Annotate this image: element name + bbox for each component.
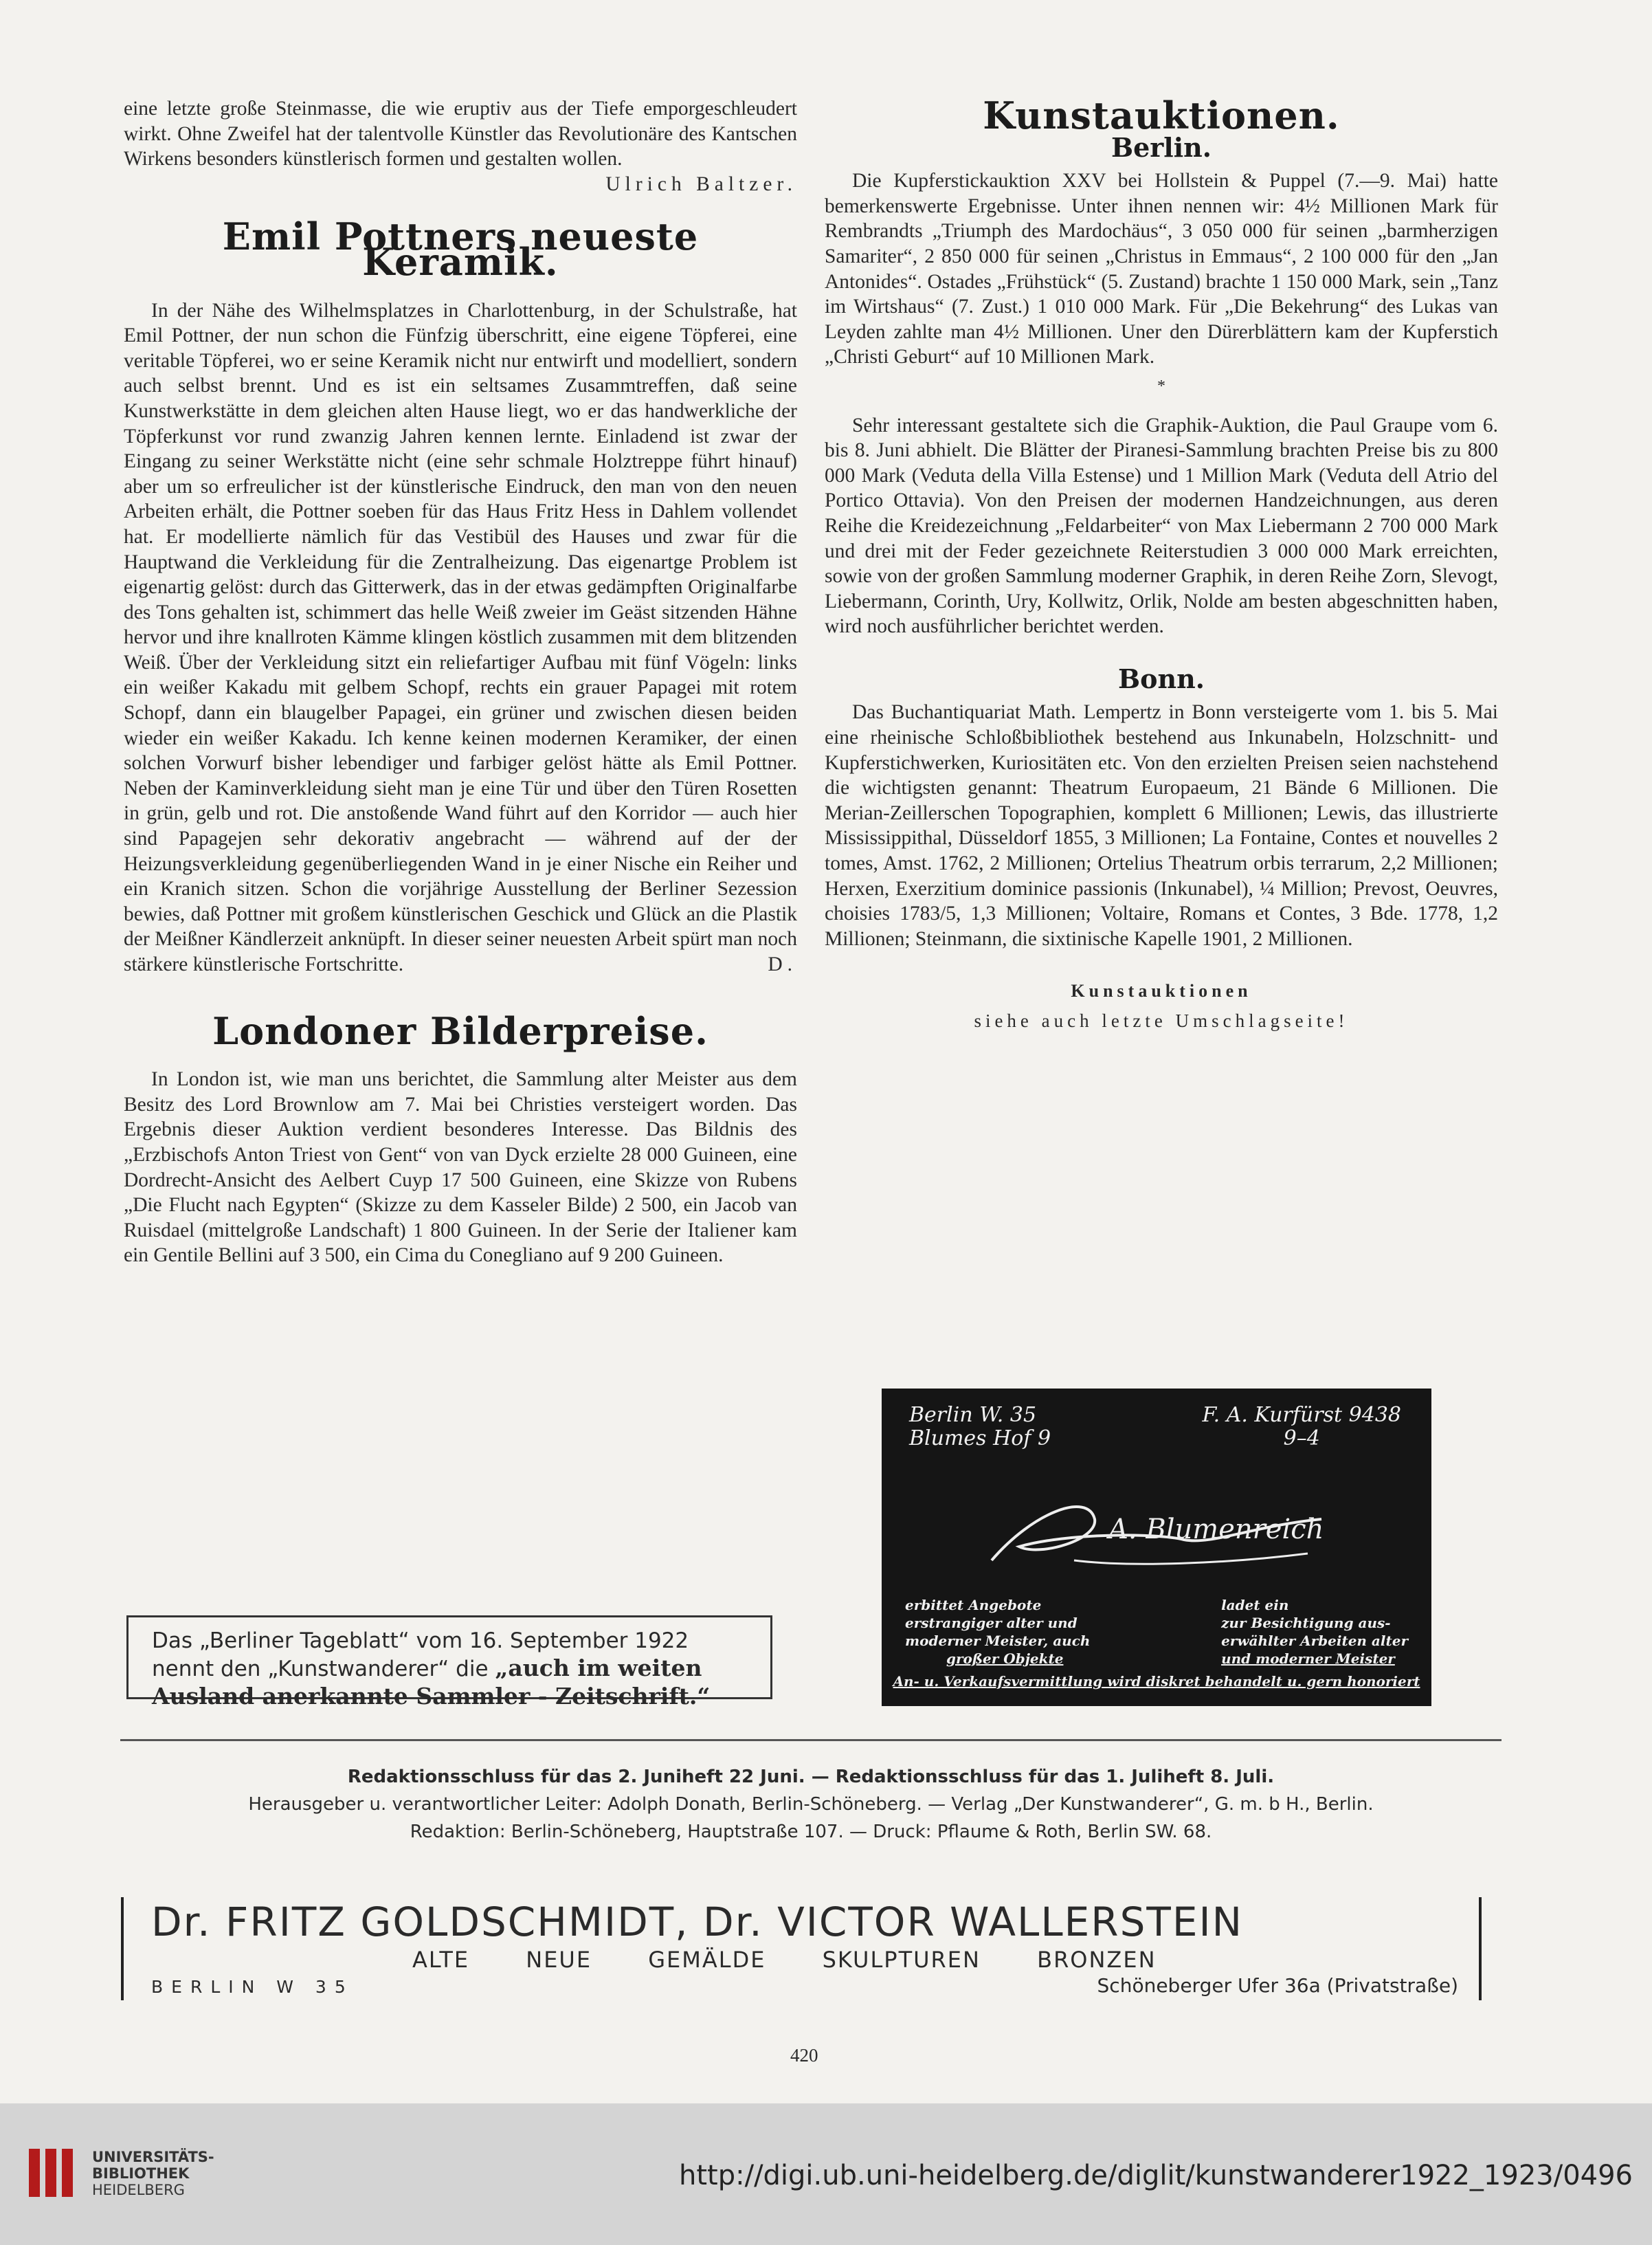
intro-paragraph: eine letzte große Steinmasse, die wie eruptiv aus der Tiefe emporgeschleudert wirkt. Ohne Zweifel hat der talentvolle Künstler das Revolutionäre des Kantschen Wirkens besonders künstlerisch formen und gestalten wollen. Ulrich Baltzer. bbox=[124, 96, 797, 172]
ad-left-text: erbittet Angebote erstrangiger alter und moderner Meister, auch großer Objekte bbox=[905, 1597, 1091, 1667]
page-number: 420 bbox=[790, 2045, 818, 2066]
auction-bonn-lempertz: Das Buchantiquariat Math. Lempertz in Bonn versteigerte vom 1. bis 5. Mai eine rheinische Schloßbibliothek bestehend aus Inkunabeln, Holzschnitt- und Kupferstichwerken, Kuriositäten etc. Von den erzielten Preisen seien nachstehend die wichtigsten genannt: Theatrum Europaeum, 21 Bände 6 Millionen. Die Merian-Zeillerschen Topographien, komplett 6 Millionen; Lewis, das illustrierte Mississippithal, Düsseldorf 1855, 3 Millionen; La Fontaine, Contes et nouvelles 2 tomes, Amst. 1762, 2 Millionen; Ortelius Theatrum orbis terrarum, 2,2 Millionen; Herxen, Exerzitium dominice passionis (Inkunabel), ¼ Million; Prevost, Oeuvres, choisies 1783/5, 1,3 Millionen; Voltaire, Romans et Contes, 3 Bde. 1778, 1,2 Millionen; Steinmann, die sixtinische Kapelle 1901, 2 Millionen. bbox=[825, 701, 1498, 950]
kunstauktionen-note-sub: siehe auch letzte Umschlagseite! bbox=[974, 1010, 1349, 1031]
goldschmidt-advertisement bbox=[121, 1897, 1482, 2000]
imprint-editorial: Redaktion: Berlin-Schöneberg, Hauptstraße 107. — Druck: Pflaume & Roth, Berlin SW. 68. bbox=[410, 1822, 1212, 1842]
section-heading-auctions: Kunstauktionen. bbox=[983, 93, 1340, 137]
gallery-name: Dr. FRITZ GOLDSCHMIDT, Dr. VICTOR WALLERSTEIN bbox=[151, 1899, 1243, 1945]
gallery-address: Schöneberger Ufer 36a (Privatstraße) bbox=[1097, 1974, 1458, 1997]
gallery-categories: ALTE NEUE GEMÄLDE SKULPTUREN BRONZEN bbox=[412, 1947, 1157, 1973]
article-heading-london: Londoner Bilderpreise. bbox=[212, 1008, 708, 1053]
article-signature: D. bbox=[768, 953, 797, 975]
article-body-london: In London ist, wie man uns berichtet, die Sammlung alter Meister aus dem Besitz des Lord Brownlow am 7. Mai bei Christies versteigert worden. Das Ergebnis dieser Auktion verdient besonderes Interesse. Das Bildnis des „Erzbischofs Anton Triest von Gent“ von van Dyck erzielte 28 000 Guineen, eine Dordrecht-Ansicht des Aelbert Cuyp 17 500 Guineen, eine Skizze von Rubens „Die Flucht nach Egypten“ (Skizze zu dem Kasseler Bilde) 2 500, ein Jacob van Ruisdael (mittelgroße Landschaft) 1 800 Guineen. In der Serie der Italiener kam ein Gentile Bellini auf 3 500, ein Cima du Conegliano auf 9 200 Guineen. bbox=[124, 1068, 797, 1267]
city-heading-bonn: Bonn. bbox=[1118, 663, 1205, 694]
ad-address: Berlin W. 35 Blumes Hof 9 bbox=[909, 1403, 1051, 1450]
section-separator: * bbox=[1157, 377, 1165, 395]
imprint-block bbox=[120, 1763, 1502, 1846]
blumenreich-advertisement bbox=[882, 1389, 1431, 1706]
library-logo-icon bbox=[25, 2142, 82, 2201]
auction-berlin-hollstein: Die Kupferstickauktion XXV bei Hollstein & Puppel (7.—9. Mai) hatte bemerkenswerte Ergebnisse. Unter ihnen nennen wir: 4½ Millionen Mark für Rembrandts „Triumph des Mardochäus“, 3 050 000 für seinen „barmherzigen Samariter“, 2 850 000 für seinen „Christus in Emmaus“, 2 100 000 für den „Jan Antonides“. Ostades „Frühstück“ (5. Zustand) brachte 1 150 000 Mark, sein „Tanz im Wirtshaus“ (7. Zust.) 1 010 000 Mark. Für „Die Bekehrung“ des Lukas van Leyden zahlte man 4½ Millionen. Uner den Dürerblättern kam der Kupferstich „Christi Geburt“ auf 10 Millionen Mark. bbox=[825, 170, 1498, 368]
imprint-deadline: Redaktionsschluss für das 2. Juniheft 22 Juni. — Redaktionsschluss für das 1. Juliheft 8. Juli. bbox=[347, 1767, 1275, 1787]
article-heading-pottner: Emil Pottners neueste Keramik. bbox=[222, 214, 699, 284]
ad-right-text: ladet ein zur Besichtigung aus- erwählter Arbeiten alter und moderner Meister bbox=[1221, 1597, 1408, 1667]
signature-image bbox=[978, 1492, 1335, 1574]
author-signature: Ulrich Baltzer. bbox=[605, 173, 797, 195]
notice-text: Das „Berliner Tageblatt“ vom 16. September 1922 nennt den „Kunstwanderer“ die bbox=[152, 1628, 689, 1681]
library-name: UNIVERSITÄTS- BIBLIOTHEK HEIDELBERG bbox=[92, 2149, 214, 2198]
source-url-link[interactable]: http://digi.ub.uni-heidelberg.de/diglit/kunstwanderer1922_1923/0496 bbox=[679, 2160, 1633, 2191]
divider-rule bbox=[120, 1739, 1502, 1741]
notice-emphasis: „auch im weiten Ausland anerkannte Sammler - Zeitschrift.“ bbox=[152, 1655, 711, 1710]
ad-phone: F. A. Kurfürst 9438 9–4 bbox=[1202, 1403, 1401, 1450]
imprint-publisher: Herausgeber u. verantwortlicher Leiter: Adolph Donath, Berlin-Schöneberg. — Verlag „Der Kunstwanderer“, G. m. b H., Berlin. bbox=[248, 1794, 1374, 1815]
svg-text:A. Blumenreich: A. Blumenreich bbox=[1108, 1514, 1324, 1545]
library-footer-bar bbox=[0, 2103, 1652, 2245]
right-column bbox=[825, 93, 1498, 1034]
kunstauktionen-note-heading: Kunstauktionen bbox=[1071, 981, 1252, 1002]
ad-footer-line: An- u. Verkaufsvermittlung wird diskret behandelt u. gern honoriert bbox=[893, 1673, 1420, 1690]
tageblatt-notice-box bbox=[126, 1615, 772, 1710]
auction-berlin-graupe: Sehr interessant gestaltete sich die Graphik-Auktion, die Paul Graupe vom 6. bis 8. Juni abhielt. Die Blätter der Piranesi-Sammlung brachten Preise bis zu 800 000 Mark (Veduta della Villa Estense) und 1 Million Mark (Veduta dell Atrio del Portico Ottavia). Von den Preisen der modernen Handzeichnungen, aus deren Reihe die Kreidezeichnung „Feldarbeiter“ von Max Liebermann 2 700 000 Mark und drei mit der Feder gezeichnete Reiterstudien 3 000 000 Mark erreichten, sowie von der großen Sammlung moderner Graphik, in deren Reihe Zorn, Slevogt, Liebermann, Corinth, Ury, Kollwitz, Orlik, Nolde am besten abgeschnitten haben, wird noch ausführlicher berichtet werden. bbox=[825, 414, 1498, 638]
gallery-city: BERLIN W 35 bbox=[151, 1977, 354, 1997]
left-column bbox=[124, 96, 797, 1268]
article-body-pottner: In der Nähe des Wilhelmsplatzes in Charlottenburg, in der Schulstraße, hat Emil Pottner, der nun schon die Fünfzig überschritt, eine eigene Töpferei, eine veritable Töpferei, wo er seine Keramik nicht nur entwirft und modelliert, sondern auch selbst brennt. Und es ist ein seltsames Zusammtreffen, daß seine Kunstwerkstätte in dem gleichen alten Hause liegt, wo er das handwerkliche der Töpferkunst vor rund zwanzig Jahren kennen lernte. Einladend ist zwar der Eingang zu seiner Werkstätte nicht (eine sehr schmale Holztreppe führt hinauf) aber um so erfreulicher ist der künstlerische Eindruck, den man von den neuen Arbeiten erhält, die Pottner soeben für das Haus Fritz Hess in Dahlem vollendet hat. Er modellierte nämlich für das Vestibül des Hauses und zwar für die Hauptwand die Verkleidung für die Zentralheizung. Das eigenartge Problem ist eigenartig gelöst: durch das Gitterwerk, das in der etwas gedämpften Originalfarbe des Tons gehalten ist, schimmert das helle Weiß zweier im Geäst sitzenden Hähne hervor und ihre knallroten Kämme klingen köstlich zusammen mit dem blitzenden Weiß. Über der Verkleidung sitzt ein reliefartiger Aufbau mit fünf Vögeln: links ein weißer Kakadu mit gelbem Schopf, rechts ein grauer Papagei mit rotem Schopf, dann ein blaugelber Papagei, ein grüner und zwischen diesen beiden wieder ein weißer Kakadu. Ich kenne keinen modernen Keramiker, der einen solchen Vorwurf bisher lebendiger und farbiger gelöst hätte als Emil Pottner. Neben der Kaminverkleidung sieht man je eine Tür und über den Türen Rosetten in grün, gelb und rot. Die anstoßende Wand führt auf den Korridor — auch hier sind Papagejen sehr dekorativ angebracht — während auf der der Heizungsverkleidung gegenüberliegenden Wand in je einer Nische ein Reiher und ein Kranich sitzen. Schon die vorjährige Ausstellung der Berliner Sezession bewies, daß Pottner mit großem künstlerischen Geschick und Glück an die Plastik der Meißner Kändlerzeit anknüpft. In dieser seiner neuesten Arbeit spürt man noch stärkere künstlerische Fortschritte. D. bbox=[124, 298, 797, 977]
city-heading-berlin: Berlin. bbox=[1110, 131, 1212, 163]
